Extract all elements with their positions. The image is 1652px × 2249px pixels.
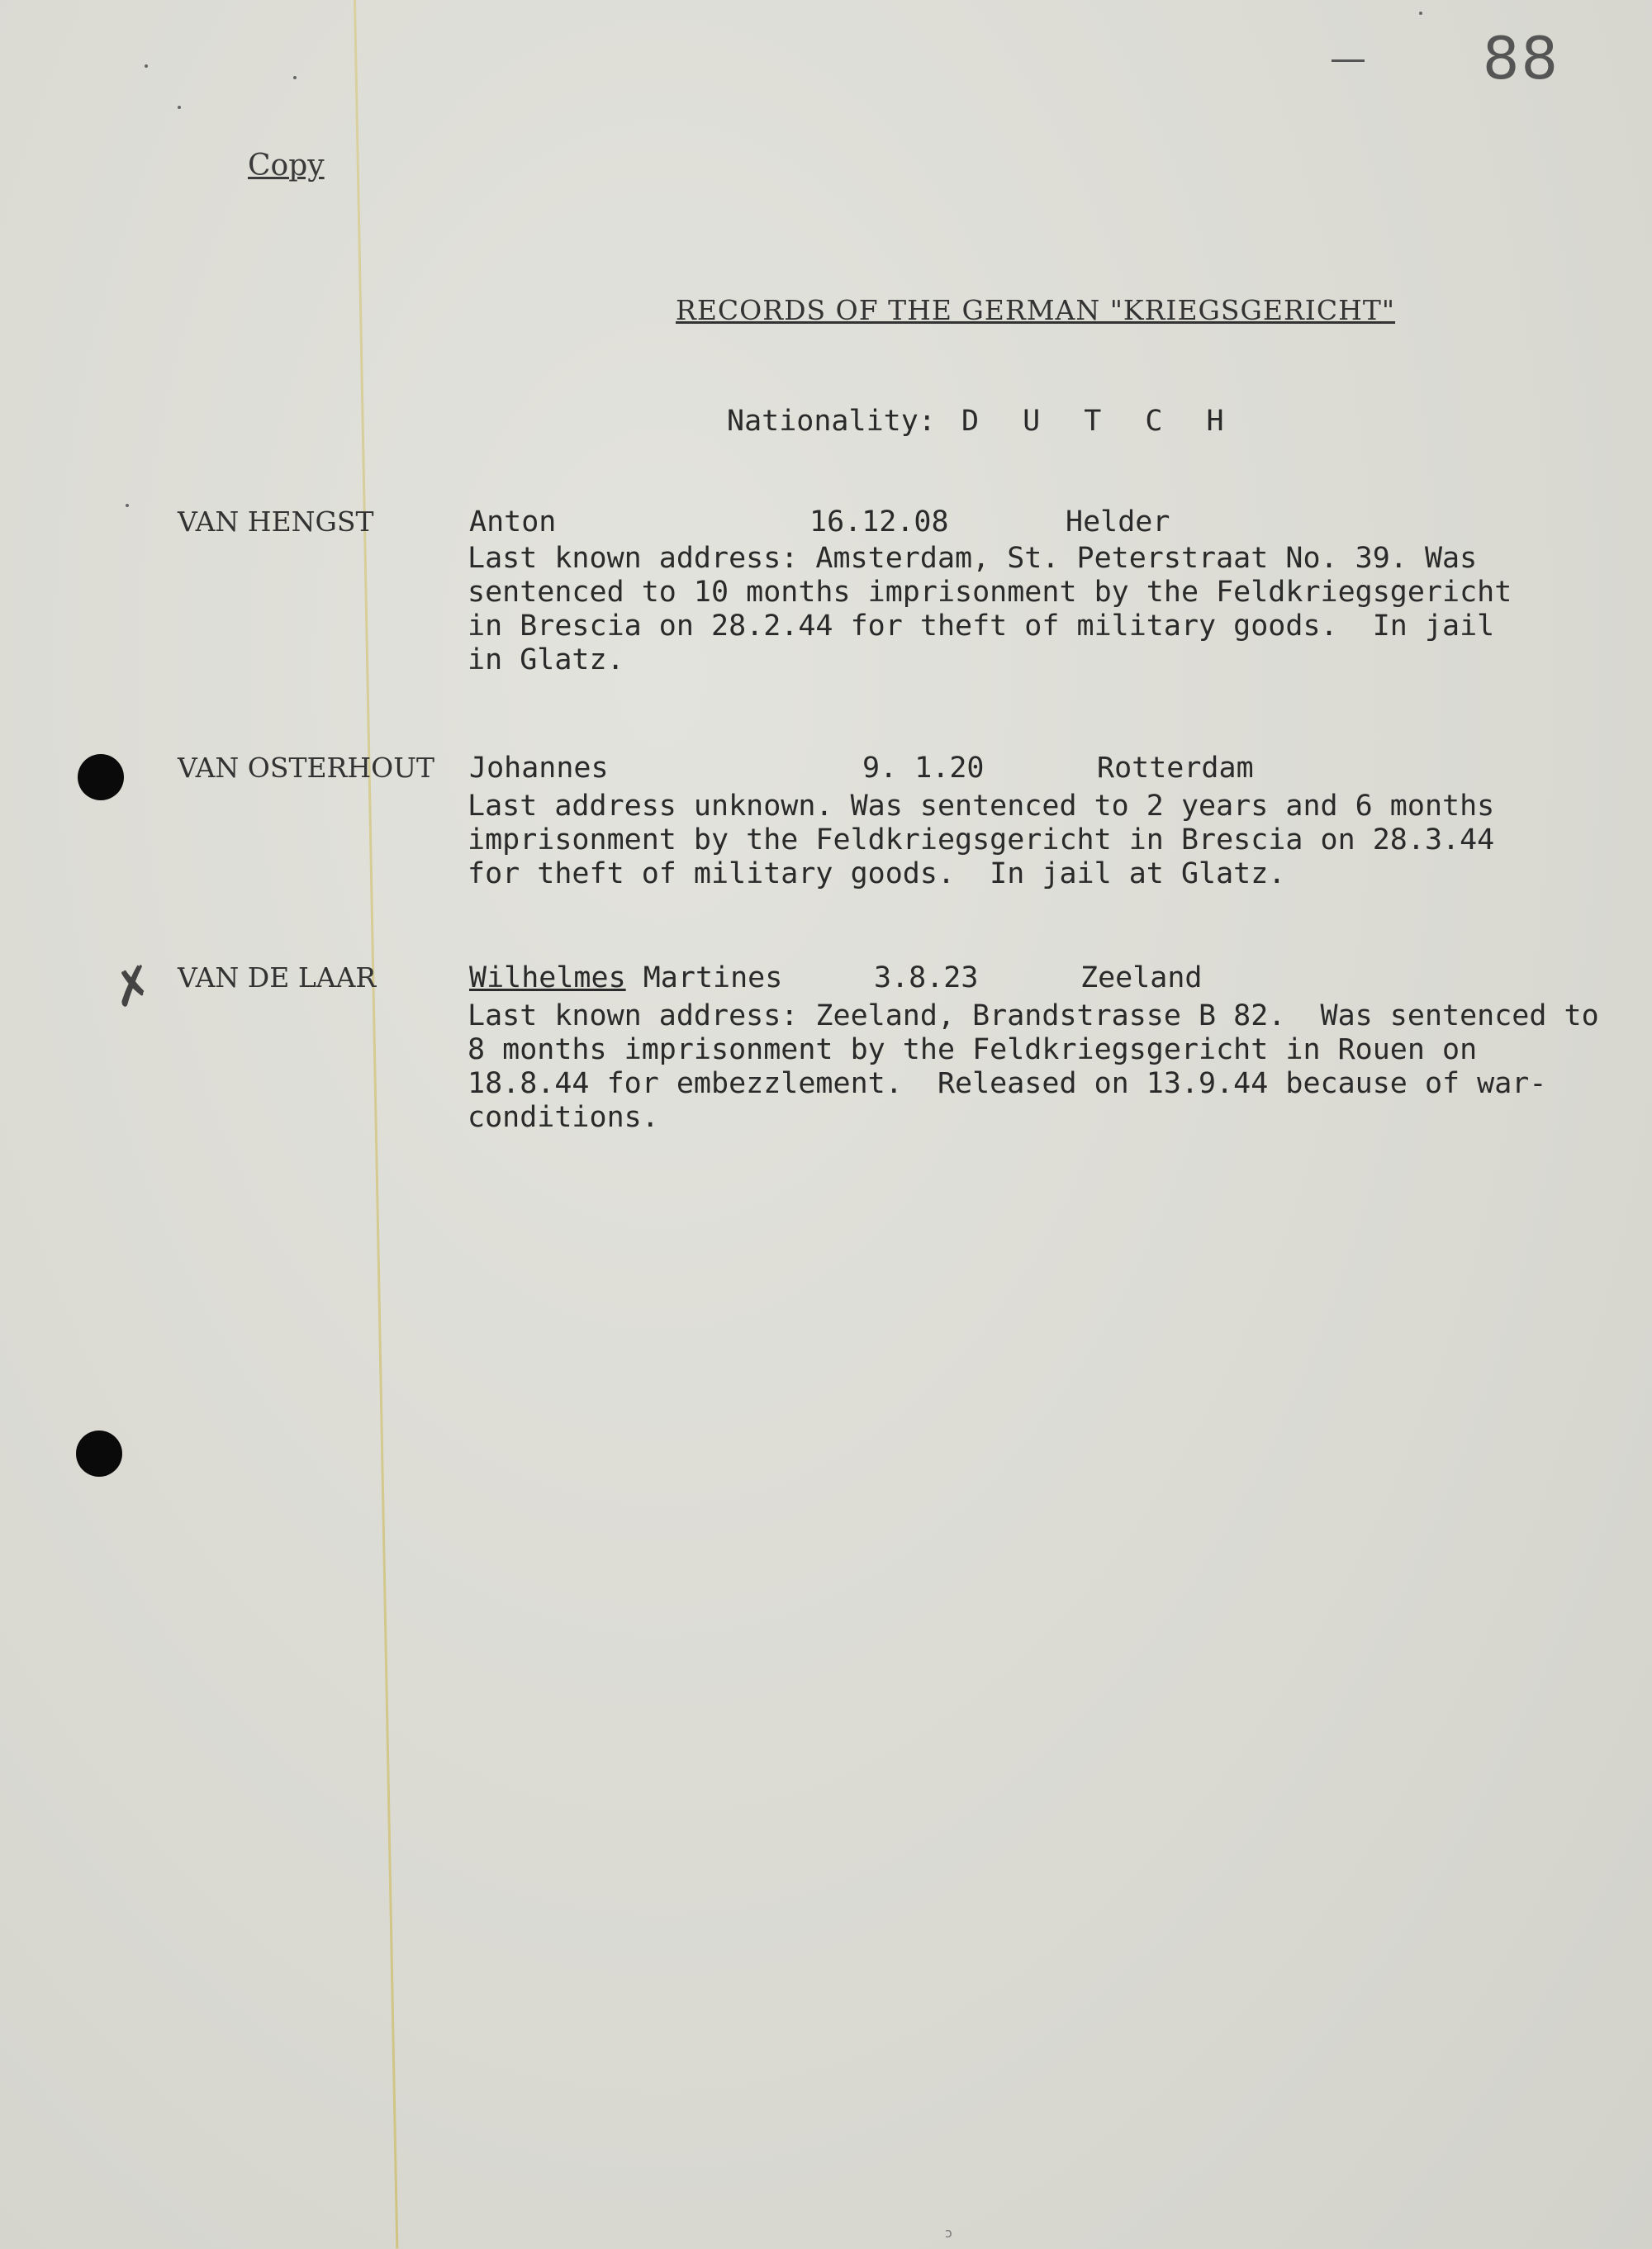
margin-rule — [354, 0, 398, 2249]
document-title: RECORDS OF THE GERMAN "KRIEGSGERICHT" — [676, 294, 1396, 326]
nationality-line — [727, 405, 1237, 438]
nationality-label: Nationality: — [727, 405, 936, 438]
nationality-value: D U T C H — [961, 405, 1237, 438]
entry-surname: VAN OSTERHOUT — [178, 752, 435, 784]
entry-date: 3.8.23 — [874, 961, 979, 994]
page-number: 88 — [1482, 25, 1559, 93]
punch-hole — [76, 1431, 122, 1477]
entry-body: Last known address: Zeeland, Brandstrasse B 82. Was sentenced to 8 months imprisonment by the Feldkriegsgericht in Rouen on 18.8.44 for embezzlement. Released on 13.9.44 because of war- conditions. — [468, 999, 1599, 1134]
entry-date: 9. 1.20 — [862, 752, 985, 785]
entry-first-name — [469, 961, 782, 994]
entry-place: Helder — [1066, 505, 1170, 539]
entry-place: Rotterdam — [1097, 752, 1254, 785]
entry-surname: VAN DE LAAR — [178, 961, 377, 994]
entry-first-name-underlined: Wilhelmes — [469, 961, 626, 994]
punch-hole — [78, 754, 124, 800]
copy-label: Copy — [248, 149, 325, 183]
bottom-speck: ɔ — [945, 2225, 952, 2241]
entry-body: Last address unknown. Was sentenced to 2 years and 6 months imprisonment by the Feldkriegsgericht in Brescia on 28.3.44 for theft of military goods. In jail at Glatz. — [468, 790, 1495, 890]
entry-first-name: Anton — [469, 505, 557, 539]
entry-body: Last known address: Amsterdam, St. Peterstraat No. 39. Was sentenced to 10 months imprisonment by the Feldkriegsgericht in Brescia on 28.2.44 for theft of military goods. In jail in Glatz. — [468, 542, 1512, 676]
handwritten-cross-mark: ✗ — [105, 953, 161, 1021]
entry-first-name-rest: Martines — [625, 961, 783, 994]
entry-first-name: Johannes — [469, 752, 609, 785]
page-number-dash — [1332, 59, 1365, 62]
entry-surname: VAN HENGST — [178, 505, 374, 538]
entry-date: 16.12.08 — [809, 505, 949, 539]
entry-place: Zeeland — [1080, 961, 1203, 994]
